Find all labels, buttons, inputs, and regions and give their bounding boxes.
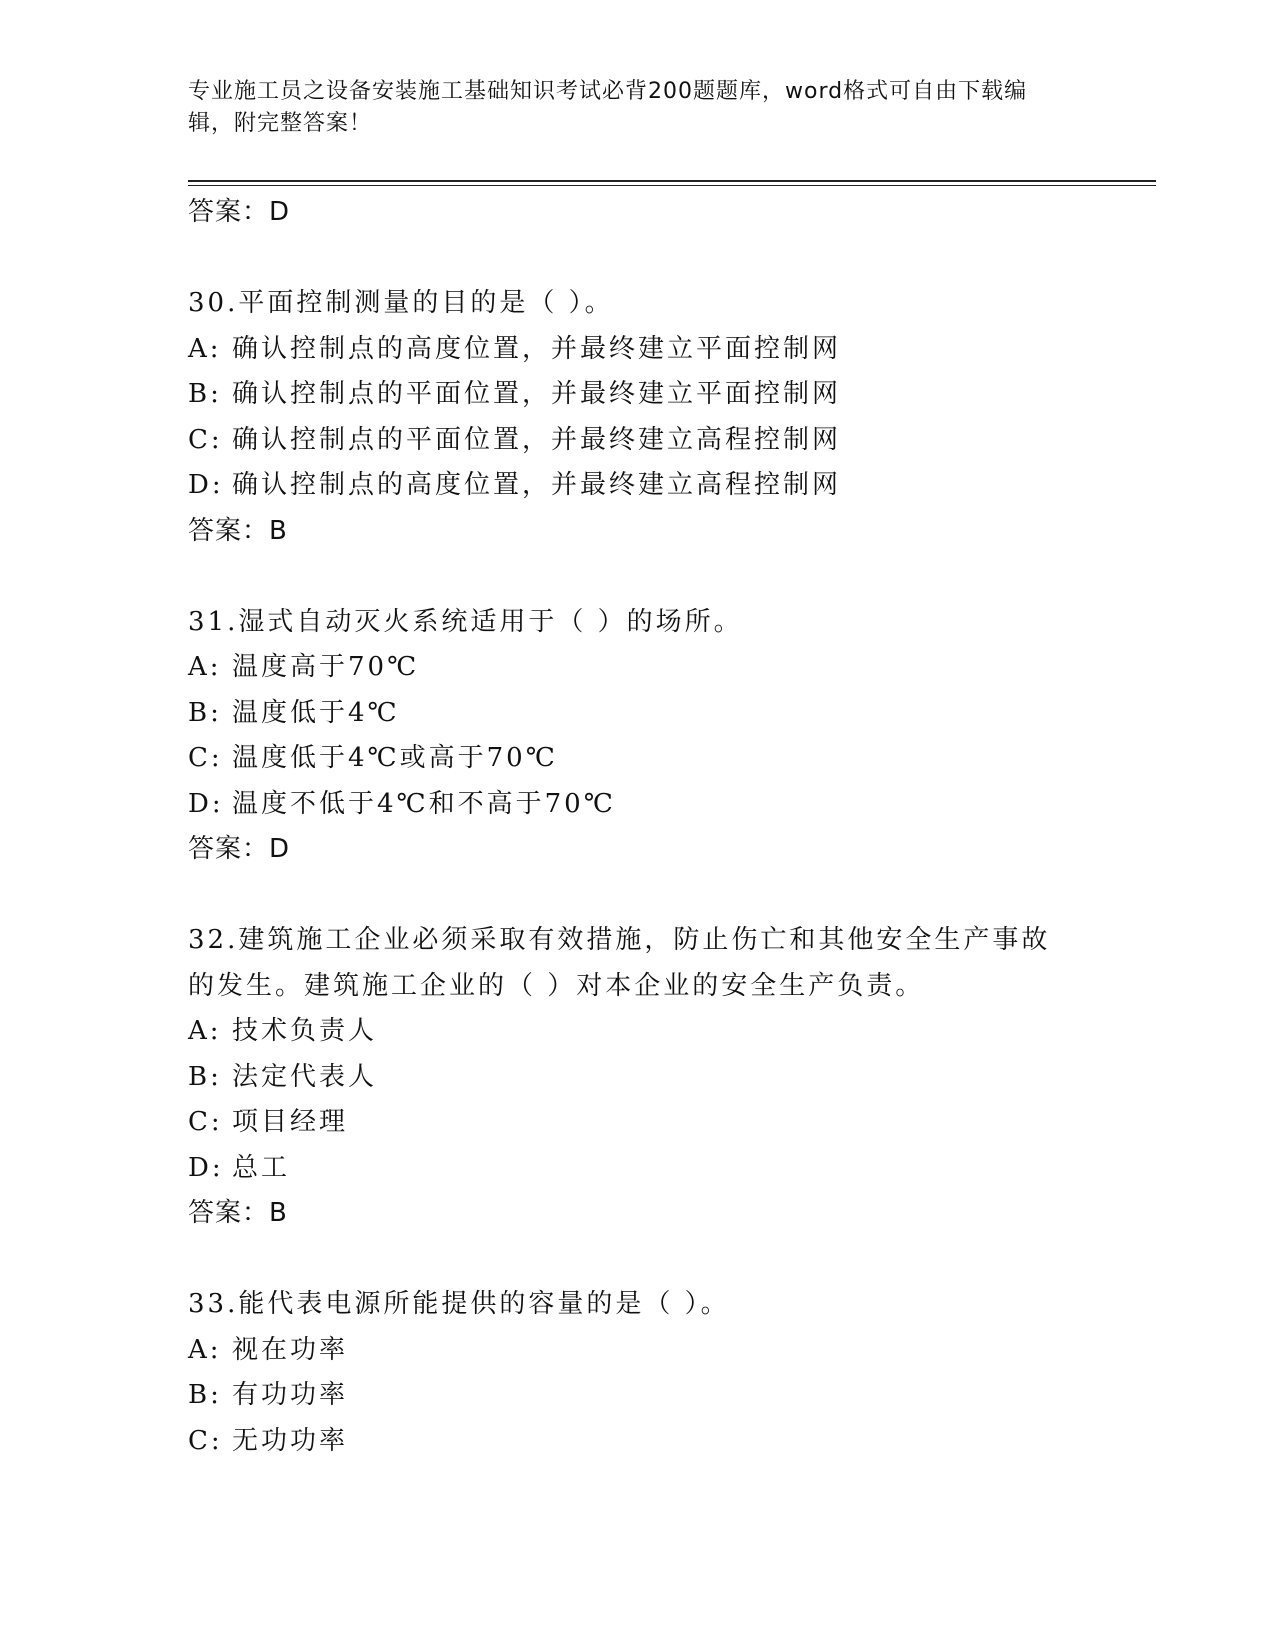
option-d bbox=[188, 463, 1088, 509]
question-stem: 32.建筑施工企业必须采取有效措施，防止伤亡和其他安全生产事故的发生。建筑施工企业的（ ）对本企业的安全生产负责。 bbox=[188, 925, 1051, 1001]
option-key: D: bbox=[188, 470, 224, 500]
option-text: 确认控制点的高度位置，并最终建立高程控制网 bbox=[232, 470, 842, 500]
option-text: 确认控制点的平面位置，并最终建立平面控制网 bbox=[232, 379, 842, 409]
option-d bbox=[188, 1146, 1088, 1192]
header-divider-thick bbox=[188, 180, 1156, 182]
spacer bbox=[188, 554, 1088, 600]
option-a bbox=[188, 327, 1088, 373]
option-text: 温度高于70℃ bbox=[232, 652, 420, 682]
option-c bbox=[188, 736, 1088, 782]
spacer bbox=[188, 236, 1088, 282]
option-key: D: bbox=[188, 788, 224, 819]
option-text: 温度不低于4℃和不高于70℃ bbox=[232, 788, 616, 819]
option-text: 技术负责人 bbox=[232, 1016, 378, 1046]
option-text: 温度低于4℃ bbox=[232, 697, 400, 728]
question-33 bbox=[188, 1282, 1088, 1464]
question-list bbox=[188, 190, 1088, 1464]
option-c bbox=[188, 418, 1088, 464]
option-key: A: bbox=[188, 1334, 222, 1365]
option-text: 视在功率 bbox=[232, 1334, 349, 1365]
question-31 bbox=[188, 600, 1088, 873]
option-key: B: bbox=[188, 379, 222, 409]
option-text: 温度低于4℃或高于70℃ bbox=[232, 743, 558, 773]
option-key: B: bbox=[188, 1061, 222, 1092]
option-key: D: bbox=[188, 1152, 224, 1183]
option-key: B: bbox=[188, 697, 222, 728]
option-key: A: bbox=[188, 652, 222, 682]
option-text: 无功功率 bbox=[232, 1425, 349, 1456]
option-d bbox=[188, 782, 1088, 828]
spacer bbox=[188, 1237, 1088, 1283]
option-b bbox=[188, 691, 1088, 737]
option-a bbox=[188, 645, 1088, 691]
option-key: A: bbox=[188, 1016, 222, 1046]
option-text: 有功功率 bbox=[232, 1380, 349, 1410]
answer: 答案：B bbox=[188, 1198, 288, 1228]
option-key: C: bbox=[188, 743, 223, 773]
answer: 答案：B bbox=[188, 515, 288, 546]
option-b bbox=[188, 372, 1088, 418]
option-text: 法定代表人 bbox=[232, 1061, 378, 1092]
page-header-title: 专业施工员之设备安装施工基础知识考试必背200题题库，word格式可自由下载编辑，附完整答案！ bbox=[188, 79, 1028, 136]
question-stem: 31.湿式自动灭火系统适用于（ ）的场所。 bbox=[188, 606, 743, 637]
question-32 bbox=[188, 918, 1088, 1237]
question-30 bbox=[188, 281, 1088, 554]
question-stem: 33.能代表电源所能提供的容量的是（ ）。 bbox=[188, 1289, 730, 1319]
option-b bbox=[188, 1055, 1088, 1101]
option-text: 确认控制点的高度位置，并最终建立平面控制网 bbox=[232, 333, 842, 364]
option-text: 项目经理 bbox=[232, 1107, 349, 1137]
answer: 答案：D bbox=[188, 834, 291, 864]
option-a bbox=[188, 1009, 1088, 1055]
option-key: B: bbox=[188, 1380, 222, 1410]
option-key: A: bbox=[188, 333, 222, 364]
option-text: 总工 bbox=[232, 1152, 291, 1183]
option-b bbox=[188, 1373, 1088, 1419]
option-c bbox=[188, 1419, 1088, 1465]
option-key: C: bbox=[188, 1107, 223, 1137]
spacer bbox=[188, 873, 1088, 919]
option-c bbox=[188, 1100, 1088, 1146]
option-a bbox=[188, 1328, 1088, 1374]
option-key: C: bbox=[188, 1425, 223, 1456]
previous-answer: 答案：D bbox=[188, 197, 291, 227]
header-divider-thin bbox=[188, 185, 1156, 186]
option-text: 确认控制点的平面位置，并最终建立高程控制网 bbox=[232, 424, 842, 455]
question-stem: 30.平面控制测量的目的是（ ）。 bbox=[188, 288, 614, 318]
option-key: C: bbox=[188, 424, 223, 455]
